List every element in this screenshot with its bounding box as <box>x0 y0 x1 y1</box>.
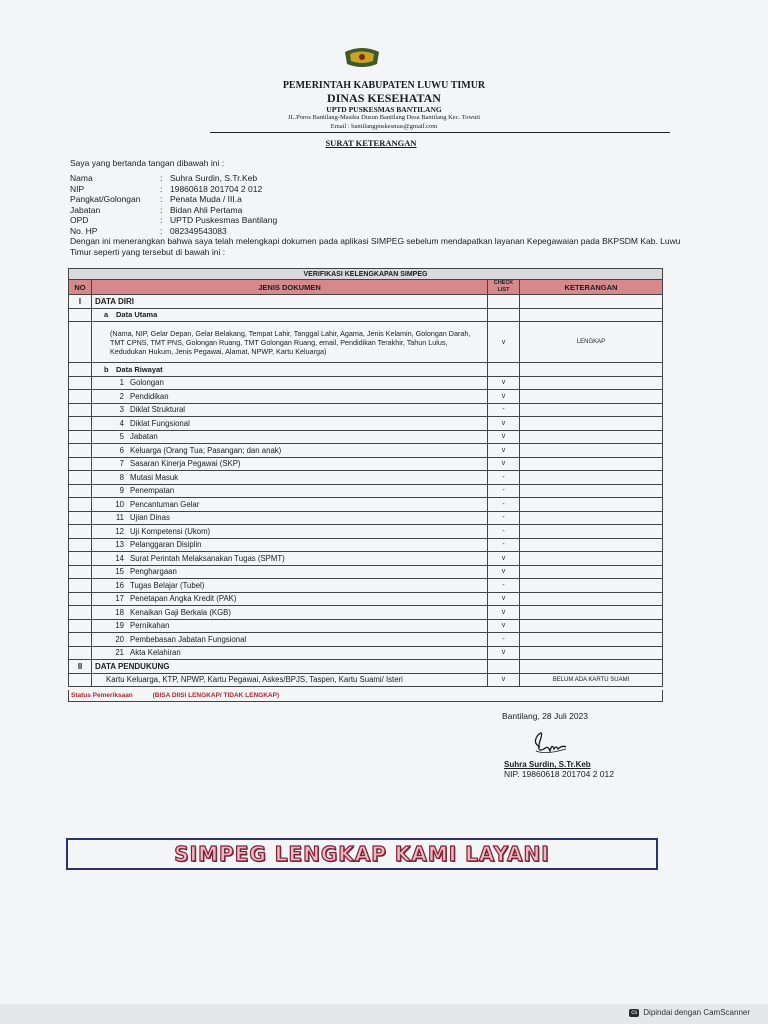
remark <box>520 403 663 417</box>
item-name: Jabatan <box>130 432 158 442</box>
check-mark: - <box>488 538 520 552</box>
item-number: 2 <box>119 391 124 401</box>
check-mark: - <box>488 484 520 498</box>
item-number: 14 <box>115 553 124 563</box>
remark <box>520 444 663 458</box>
item-number: 18 <box>115 607 124 617</box>
check-mark: - <box>488 498 520 512</box>
item-name: Penempatan <box>130 486 175 496</box>
remark <box>520 511 663 525</box>
item-number: 6 <box>119 445 124 455</box>
item-name: Tugas Belajar (Tubel) <box>130 580 205 590</box>
item-number: 11 <box>115 513 124 523</box>
info-row-pangkat: Pangkat/Golongan : Penata Muda / III.a <box>70 194 242 205</box>
scan-credit-text: Dipindai dengan CamScanner <box>643 1008 750 1017</box>
remark <box>520 525 663 539</box>
check-mark: v <box>488 619 520 633</box>
table-row <box>69 417 663 431</box>
info-value: Suhra Surdin, S.Tr.Keb <box>170 173 258 183</box>
item-name: Pernikahan <box>130 621 170 631</box>
check-mark: v <box>488 606 520 620</box>
item-name: Uji Kompetensi (Ukom) <box>130 526 211 536</box>
item-number: 8 <box>119 472 124 482</box>
subsection-title: Data Riwayat <box>116 364 163 374</box>
header-address: JL.Poros Bantilang-Masiku Dusun Bantilang Desa Bantilang Kec. Towuti <box>287 114 481 121</box>
table-row <box>69 525 663 539</box>
subsection-row <box>69 363 663 377</box>
table-title: VERIFIKASI KELENGKAPAN SIMPEG <box>69 269 663 280</box>
info-label: NIP <box>70 183 85 194</box>
info-value: 19860618 201704 2 012 <box>170 183 263 194</box>
remark <box>520 376 663 390</box>
item-number: 20 <box>115 634 124 644</box>
intro-text: Saya yang bertanda tangan dibawah ini : <box>70 158 225 168</box>
item-name: Pelanggaran Disiplin <box>130 540 202 550</box>
remark <box>520 579 663 593</box>
info-row-jabatan: Jabatan : Bidan Ahli Pertama <box>70 204 243 215</box>
header-divider <box>210 132 670 133</box>
check-mark: - <box>488 633 520 647</box>
section-row <box>69 660 663 674</box>
check-mark: v <box>488 552 520 566</box>
check-mark: v <box>488 457 520 471</box>
item-name: Mutasi Masuk <box>130 472 179 482</box>
item-name: Penetapan Angka Kredit (PAK) <box>130 594 237 604</box>
handwritten-signature <box>526 725 576 759</box>
regency-emblem-icon <box>343 46 381 68</box>
info-row-opd: OPD : UPTD Puskesmas Bantilang <box>70 215 278 226</box>
item-name: Akta Kelahiran <box>130 648 181 658</box>
remark <box>520 498 663 512</box>
item-name: Sasaran Kinerja Pegawai (SKP) <box>130 459 241 469</box>
col-doc-header: JENIS DOKUMEN <box>92 280 488 295</box>
info-value: Bidan Ahli Pertama <box>170 204 243 215</box>
slogan-banner <box>66 838 658 870</box>
remark <box>520 457 663 471</box>
subsection-title: Data Utama <box>116 310 158 320</box>
remark <box>520 471 663 485</box>
check-mark: v <box>488 592 520 606</box>
item-number: 9 <box>119 486 124 496</box>
item-name: Keluarga (Orang Tua; Pasangan; dan anak) <box>130 445 282 455</box>
col-no-header: NO <box>69 280 92 295</box>
table-header-row <box>69 280 663 295</box>
table-row <box>69 619 663 633</box>
verification-table <box>68 268 663 687</box>
item-number: 7 <box>119 459 124 469</box>
check-mark: v <box>488 673 520 687</box>
item-number: 5 <box>119 432 124 442</box>
remark <box>520 552 663 566</box>
col-check-header: CHECK LIST <box>488 280 520 295</box>
info-row-nip: NIP : 19860618 201704 2 012 <box>70 183 263 194</box>
item-name: Ujian Dinas <box>130 513 170 523</box>
check-mark: v <box>488 565 520 579</box>
table-row <box>69 471 663 485</box>
document-title: SURAT KETERANGAN <box>325 138 417 148</box>
scan-credit <box>629 1008 750 1017</box>
item-number: 21 <box>115 648 124 658</box>
section-number: II <box>69 660 92 674</box>
remark <box>520 484 663 498</box>
check-mark: v <box>488 376 520 390</box>
table-row <box>69 403 663 417</box>
personal-info <box>70 173 277 237</box>
info-value: Penata Muda / III.a <box>170 194 242 205</box>
remark <box>520 633 663 647</box>
check-mark: v <box>488 430 520 444</box>
item-number: 19 <box>115 621 124 631</box>
remark <box>520 646 663 660</box>
table-row <box>69 565 663 579</box>
item-name: Golongan <box>130 378 164 388</box>
item-number: 12 <box>115 526 124 536</box>
item-number: 13 <box>115 540 124 550</box>
table-row <box>69 376 663 390</box>
remark <box>520 430 663 444</box>
remark <box>520 417 663 431</box>
item-name: Penghargaan <box>130 567 177 577</box>
section-number: I <box>69 295 92 309</box>
supporting-docs: Kartu Keluarga, KTP, NPWP, Kartu Pegawai, Askes/BPJS, Taspen, Kartu Suami/ Isteri <box>92 673 488 687</box>
remark <box>520 606 663 620</box>
camscanner-icon: cs <box>631 1009 638 1016</box>
table-row <box>69 511 663 525</box>
table-row <box>69 552 663 566</box>
check-mark: - <box>488 579 520 593</box>
header-agency: DINAS KESEHATAN <box>327 91 441 105</box>
table-row <box>69 390 663 404</box>
table-row <box>69 430 663 444</box>
info-label: Pangkat/Golongan <box>70 194 141 205</box>
item-number: 3 <box>119 405 124 415</box>
table-row <box>69 457 663 471</box>
section-title: DATA DIRI <box>92 295 488 309</box>
table-row <box>69 498 663 512</box>
table-row <box>69 322 663 363</box>
check-mark: v <box>488 444 520 458</box>
data-utama-description: (Nama, NIP, Gelar Depan, Gelar Belakang, Tempat Lahir, Tanggal Lahir, Agama, Jenis Kelamin, Golongan Darah, TMT CPNS, TMT PNS, Golongan Ruang, TMT Golongan Ruang, email, Pendidikan Terakhir, Tahun Lulus, Kedudukan Hukum, Jenis Pegawai, Alamat, NPWP, Kartu Keluarga) <box>92 322 488 363</box>
check-mark: v <box>488 390 520 404</box>
item-name: Kenaikan Gaji Berkala (KGB) <box>130 607 231 617</box>
statement-paragraph: Dengan ini menerangkan bahwa saya telah melengkapi dokumen pada aplikasi SIMPEG sebelum mendapatkan layanan Kepegawaian pada BKPSDM Kab. Luwu Timur seperti yang tersebut di bawah ini : <box>70 236 681 257</box>
section-row <box>69 295 663 309</box>
remark: LENGKAP <box>520 322 663 363</box>
item-name: Surat Perintah Melaksanakan Tugas (SPMT) <box>130 553 285 563</box>
item-number: 1 <box>119 378 124 388</box>
item-number: 17 <box>115 594 124 604</box>
info-value: UPTD Puskesmas Bantilang <box>170 215 278 226</box>
signer-name: Suhra Surdin, S.Tr.Keb <box>504 760 591 769</box>
info-label: No. HP <box>70 225 98 236</box>
remark <box>520 619 663 633</box>
info-row-phone: No. HP : 082349543083 <box>70 225 227 236</box>
section-title: DATA PENDUKUNG <box>92 660 488 674</box>
check-mark: - <box>488 403 520 417</box>
check-mark: v <box>488 417 520 431</box>
table-row <box>69 538 663 552</box>
item-number: 15 <box>115 567 124 577</box>
check-mark: - <box>488 471 520 485</box>
remark: BELUM ADA KARTU SUAMI <box>520 673 663 687</box>
info-label: Jabatan <box>70 204 101 215</box>
table-row <box>69 444 663 458</box>
remark <box>520 390 663 404</box>
table-row <box>69 592 663 606</box>
table-row <box>69 633 663 647</box>
remark <box>520 592 663 606</box>
riwayat-items <box>69 376 663 660</box>
item-name: Diklat Fungsional <box>130 418 190 428</box>
info-label: Nama <box>70 173 93 183</box>
subsection-marker: a <box>104 310 109 320</box>
table-row <box>69 606 663 620</box>
check-mark: v <box>488 646 520 660</box>
item-number: 4 <box>119 418 124 428</box>
header-email: Email : bantilangpuskesmas@gmail.com <box>330 123 438 130</box>
item-name: Pendidikan <box>130 391 169 401</box>
table-row <box>69 579 663 593</box>
table-row <box>69 484 663 498</box>
status-options: (BISA DIISI LENGKAP/ TIDAK LENGKAP) <box>152 692 280 699</box>
info-label: OPD <box>70 215 89 226</box>
item-number: 10 <box>115 499 124 509</box>
place-date: Bantilang, 28 Juli 2023 <box>502 711 589 721</box>
table-row <box>69 673 663 687</box>
item-name: Pembebasan Jabatan Fungsional <box>130 634 247 644</box>
col-ket-header: KETERANGAN <box>520 280 663 295</box>
header-government: PEMERINTAH KABUPATEN LUWU TIMUR <box>282 80 486 91</box>
header-unit: UPTD PUSKESMAS BANTILANG <box>326 105 442 114</box>
check-mark: v <box>488 322 520 363</box>
info-value: 082349543083 <box>170 225 227 236</box>
subsection-marker: b <box>104 364 109 374</box>
check-mark: - <box>488 511 520 525</box>
remark <box>520 538 663 552</box>
remark <box>520 565 663 579</box>
signer-nip: NIP. 19860618 201704 2 012 <box>504 769 614 779</box>
table-row <box>69 646 663 660</box>
item-name: Diklat Struktural <box>130 405 186 415</box>
status-label: Status Pemeriksaan <box>71 692 133 699</box>
slogan-text: SIMPEG LENGKAP KAMI LAYANI <box>174 842 550 866</box>
check-mark: - <box>488 525 520 539</box>
item-number: 16 <box>115 580 124 590</box>
item-name: Pencantuman Gelar <box>130 499 200 509</box>
status-row <box>68 690 663 702</box>
info-row-nama: Nama : Suhra Surdin, S.Tr.Keb <box>70 173 258 183</box>
subsection-row <box>69 308 663 322</box>
